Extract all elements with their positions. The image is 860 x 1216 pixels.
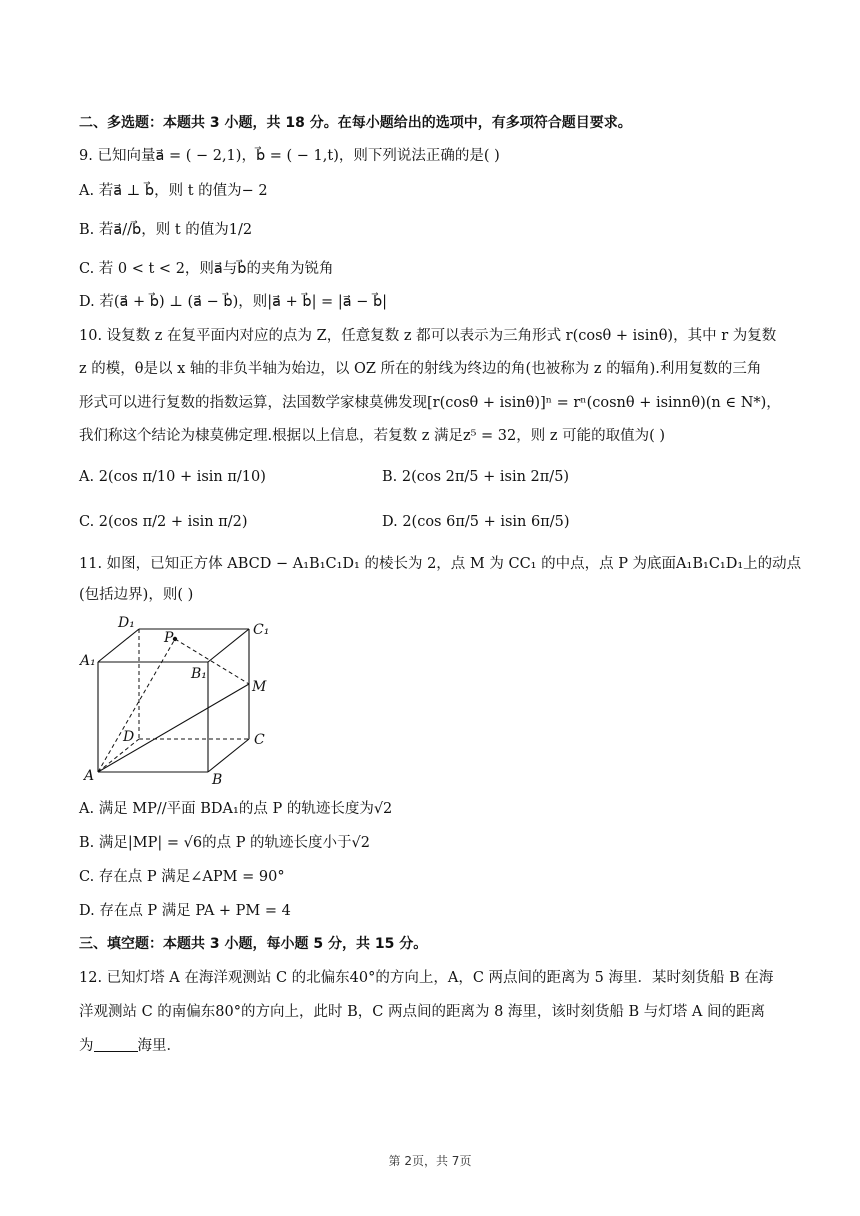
q9-stem: 9. 已知向量a⃗ = ( − 2,1)，b⃗ = ( − 1,t)，则下列说法正确的是( ) (79, 148, 500, 164)
label-m: M (252, 679, 267, 695)
cube-figure (78, 612, 278, 787)
segment-a-p (98, 639, 175, 772)
q12-line-1: 12. 已知灯塔 A 在海洋观测站 C 的北偏东40°的方向上，A，C 两点间的距离为 5 海里．某时刻货船 B 在海 (79, 970, 774, 986)
answer-blank[interactable] (94, 1037, 138, 1052)
label-b1: B₁ (191, 666, 207, 682)
section-3-heading: 三、填空题：本题共 3 小题，每小题 5 分，共 15 分。 (79, 936, 428, 952)
q10-line-1: 10. 设复数 z 在复平面内对应的点为 Z，任意复数 z 都可以表示为三角形式 r(cosθ + isinθ)，其中 r 为复数 (79, 328, 777, 344)
q10-line-3: 形式可以进行复数的指数运算，法国数学家棣莫佛发现[r(cosθ + isinθ)]ⁿ = rⁿ(cosnθ + isinnθ)(n ∈ N*)， (79, 395, 781, 411)
q12-line-3-prefix: 为 (79, 1038, 94, 1054)
q10-line-2: z 的模，θ是以 x 轴的非负半轴为始边，以 OZ 所在的射线为终边的角(也被称为 z 的辐角).利用复数的三角 (79, 361, 762, 377)
q11-option-b: B. 满足|MP| = √6的点 P 的轨迹长度小于√2 (79, 835, 371, 851)
label-d1: D₁ (118, 615, 135, 631)
q10-option-d: D. 2(cos 6π/5 + isin 6π/5) (382, 514, 570, 530)
q11-option-a: A. 满足 MP//平面 BDA₁的点 P 的轨迹长度为√2 (79, 801, 393, 817)
q12-line-3 (79, 1036, 181, 1056)
point-p (173, 637, 177, 641)
q9-option-c: C. 若 0 < t < 2，则a⃗与b⃗的夹角为锐角 (79, 261, 334, 277)
q11-option-c: C. 存在点 P 满足∠APM = 90° (79, 869, 285, 885)
q11-line-1: 11. 如图，已知正方体 ABCD − A₁B₁C₁D₁ 的棱长为 2，点 M 为 CC₁ 的中点，点 P 为底面A₁B₁C₁D₁上的动点 (79, 556, 802, 572)
page-footer: 第 2页，共 7页 (388, 1154, 472, 1168)
q10-line-4: 我们称这个结论为棣莫佛定理.根据以上信息，若复数 z 满足z⁵ = 32，则 z 可能的取值为( ) (79, 428, 666, 444)
label-a: A (84, 768, 95, 784)
label-c: C (254, 732, 265, 748)
q11-line-2: (包括边界)，则( ) (79, 587, 194, 603)
edge-a1-d1 (98, 629, 139, 662)
label-b: B (212, 772, 223, 787)
q12-line-2: 洋观测站 C 的南偏东80°的方向上，此时 B，C 两点间的距离为 8 海里，该时刻货船 B 与灯塔 A 间的距离 (79, 1004, 765, 1020)
q10-option-c: C. 2(cos π/2 + isin π/2) (79, 514, 248, 530)
q10-option-a: A. 2(cos π/10 + isin π/10) (79, 469, 266, 485)
q9-option-d: D. 若(a⃗ + b⃗) ⊥ (a⃗ − b⃗)，则|a⃗ + b⃗| = |a⃗ − b⃗| (79, 294, 388, 310)
edge-b-c (208, 739, 249, 772)
q12-line-3-suffix: 海里． (137, 1038, 181, 1054)
edge-b1-c1 (208, 629, 249, 662)
q11-option-d: D. 存在点 P 满足 PA + PM = 4 (79, 903, 291, 919)
section-2-heading: 二、多选题：本题共 3 小题，共 18 分。在每小题给出的选项中，有多项符合题目要求。 (79, 115, 632, 131)
label-d: D (123, 729, 135, 745)
label-a1: A₁ (80, 653, 96, 669)
q9-option-b: B. 若a⃗//b⃗，则 t 的值为1/2 (79, 222, 253, 238)
q10-option-b: B. 2(cos 2π/5 + isin 2π/5) (382, 469, 570, 485)
segment-a-m (98, 684, 249, 772)
label-p: P (164, 630, 174, 646)
label-c1: C₁ (253, 622, 270, 638)
q9-option-a: A. 若a⃗ ⊥ b⃗，则 t 的值为− 2 (79, 183, 268, 199)
